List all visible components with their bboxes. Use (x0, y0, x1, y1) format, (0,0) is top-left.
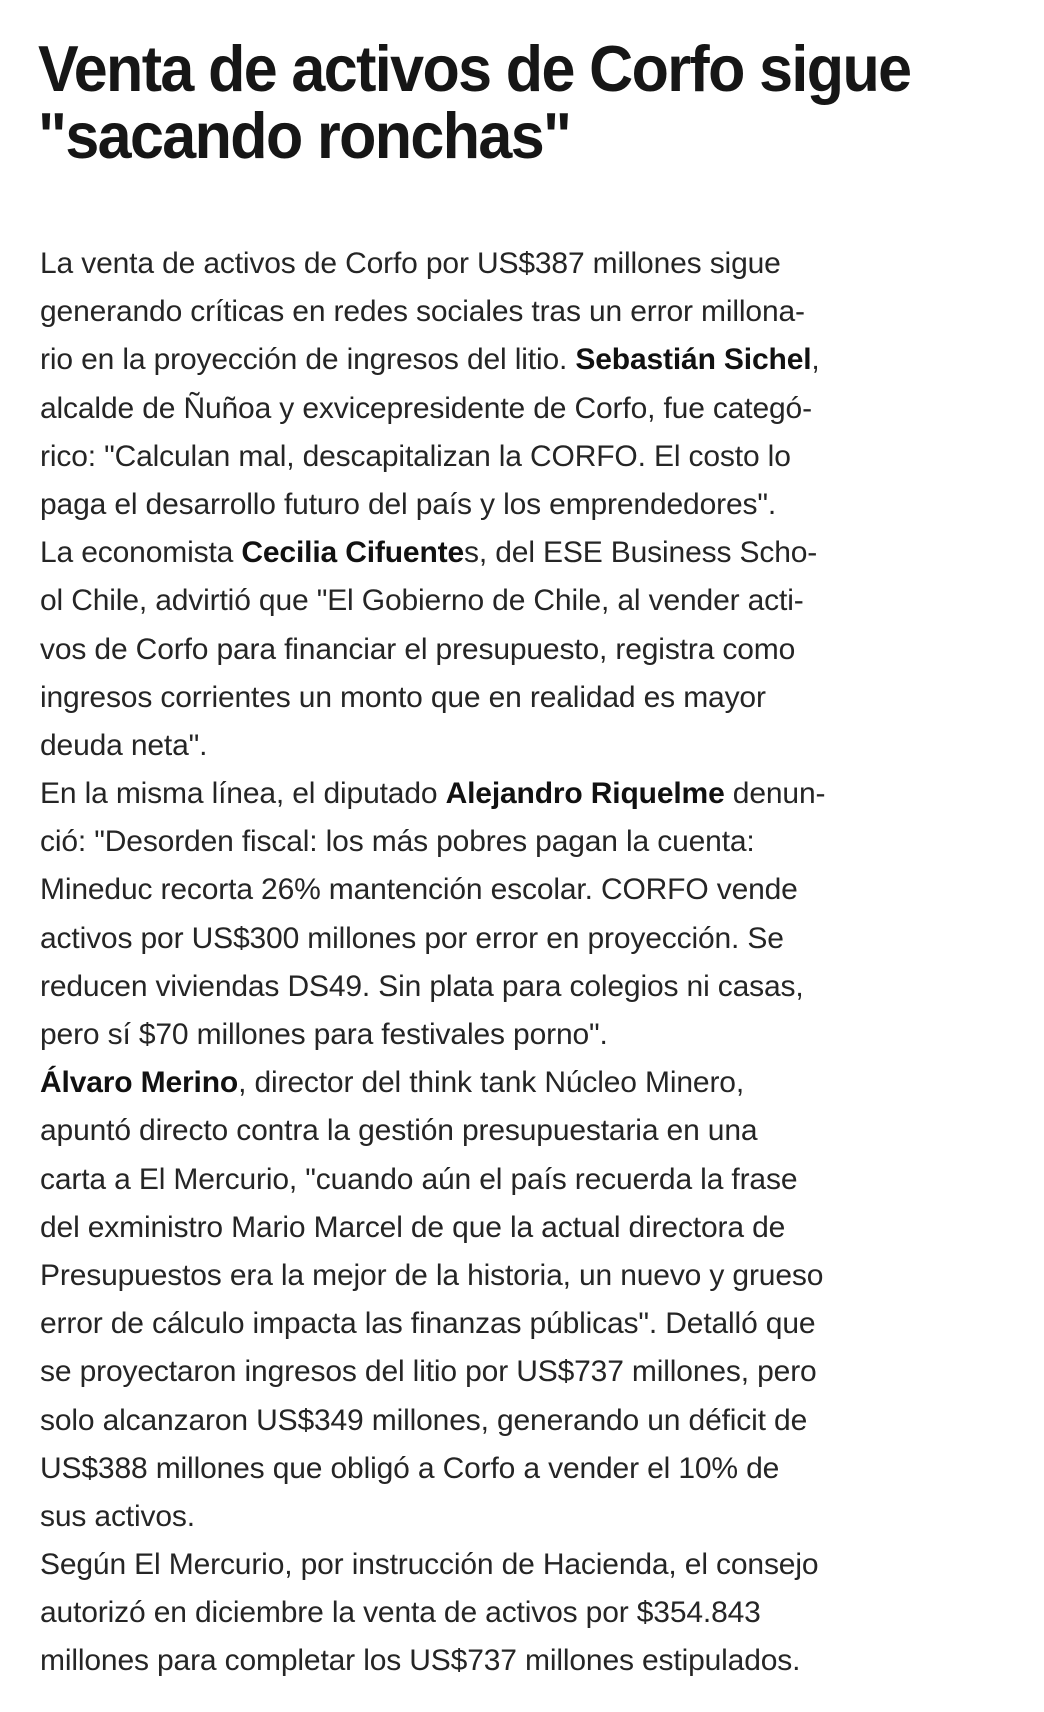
body-line: carta a El Mercurio, "cuando aún el país recuerda la frase (40, 1162, 798, 1196)
body-line: pero sí $70 millones para festivales porno". (40, 1018, 608, 1051)
headline (38, 32, 1028, 172)
body-line: vos de Corfo para financiar el presupuesto, registra como (40, 632, 796, 666)
body-line: solo alcanzaron US$349 millones, generando un déficit de (40, 1403, 808, 1437)
body-line: La economista Cecilia Cifuentes, del ESE Business Scho- (40, 536, 818, 570)
body-line: ingresos corrientes un monto que en realidad es mayor (40, 680, 766, 714)
body-line: millones para completar los US$737 millones estipulados. (40, 1644, 801, 1678)
body-line: generando críticas en redes sociales tras un error millona- (40, 295, 805, 329)
body-line: apuntó directo contra la gestión presupuestaria en una (40, 1114, 758, 1148)
body-line: reducen viviendas DS49. Sin plata para colegios ni casas, (40, 969, 804, 1003)
body-line: US$388 millones que obligó a Corfo a vender el 10% de (40, 1451, 780, 1485)
article-body (40, 240, 1000, 1686)
body-line: paga el desarrollo futuro del país y los emprendedores". (40, 487, 777, 521)
body-line: Según El Mercurio, por instrucción de Hacienda, el consejo (40, 1548, 819, 1582)
body-line: La venta de activos de Corfo por US$387 millones sigue (40, 247, 781, 280)
body-line: autorizó en diciembre la venta de activos por $354.843 (40, 1596, 761, 1630)
body-line: del exministro Mario Marcel de que la actual directora de (40, 1210, 786, 1244)
body-line: Mineduc recorta 26% mantención escolar. CORFO vende (40, 873, 798, 907)
person-name-sichel: Sebastián Sichel (575, 343, 812, 377)
person-name-cifuentes: Cecilia Cifuente (241, 536, 465, 570)
body-line: sus activos. (40, 1499, 195, 1533)
body-line: error de cálculo impacta las finanzas públicas". Detalló que (40, 1307, 816, 1341)
body-line: se proyectaron ingresos del litio por US$737 millones, pero (40, 1355, 817, 1389)
body-line: Álvaro Merino, director del think tank Núcleo Minero, (40, 1066, 744, 1100)
body-line: activos por US$300 millones por error en proyección. Se (40, 921, 784, 955)
body-line: En la misma línea, el diputado Alejandro Riquelme denun- (40, 777, 826, 811)
person-name-merino: Álvaro Merino (40, 1066, 239, 1100)
body-line: deuda neta". (40, 728, 208, 762)
headline-line: "sacando ronchas" (38, 99, 571, 172)
person-name-riquelme: Alejandro Riquelme (445, 777, 725, 811)
body-line: ol Chile, advirtió que "El Gobierno de Chile, al vender acti- (40, 584, 804, 618)
body-line: rio en la proyección de ingresos del litio. Sebastián Sichel, (40, 343, 820, 377)
body-line: alcalde de Ñuñoa y exvicepresidente de Corfo, fue categó- (40, 391, 812, 425)
body-line: rico: "Calculan mal, descapitalizan la CORFO. El costo lo (40, 439, 791, 473)
body-line: ció: "Desorden fiscal: los más pobres pagan la cuenta: (40, 825, 755, 859)
headline-line: Venta de activos de Corfo sigue (38, 32, 911, 105)
body-line: Presupuestos era la mejor de la historia, un nuevo y grueso (40, 1258, 824, 1292)
